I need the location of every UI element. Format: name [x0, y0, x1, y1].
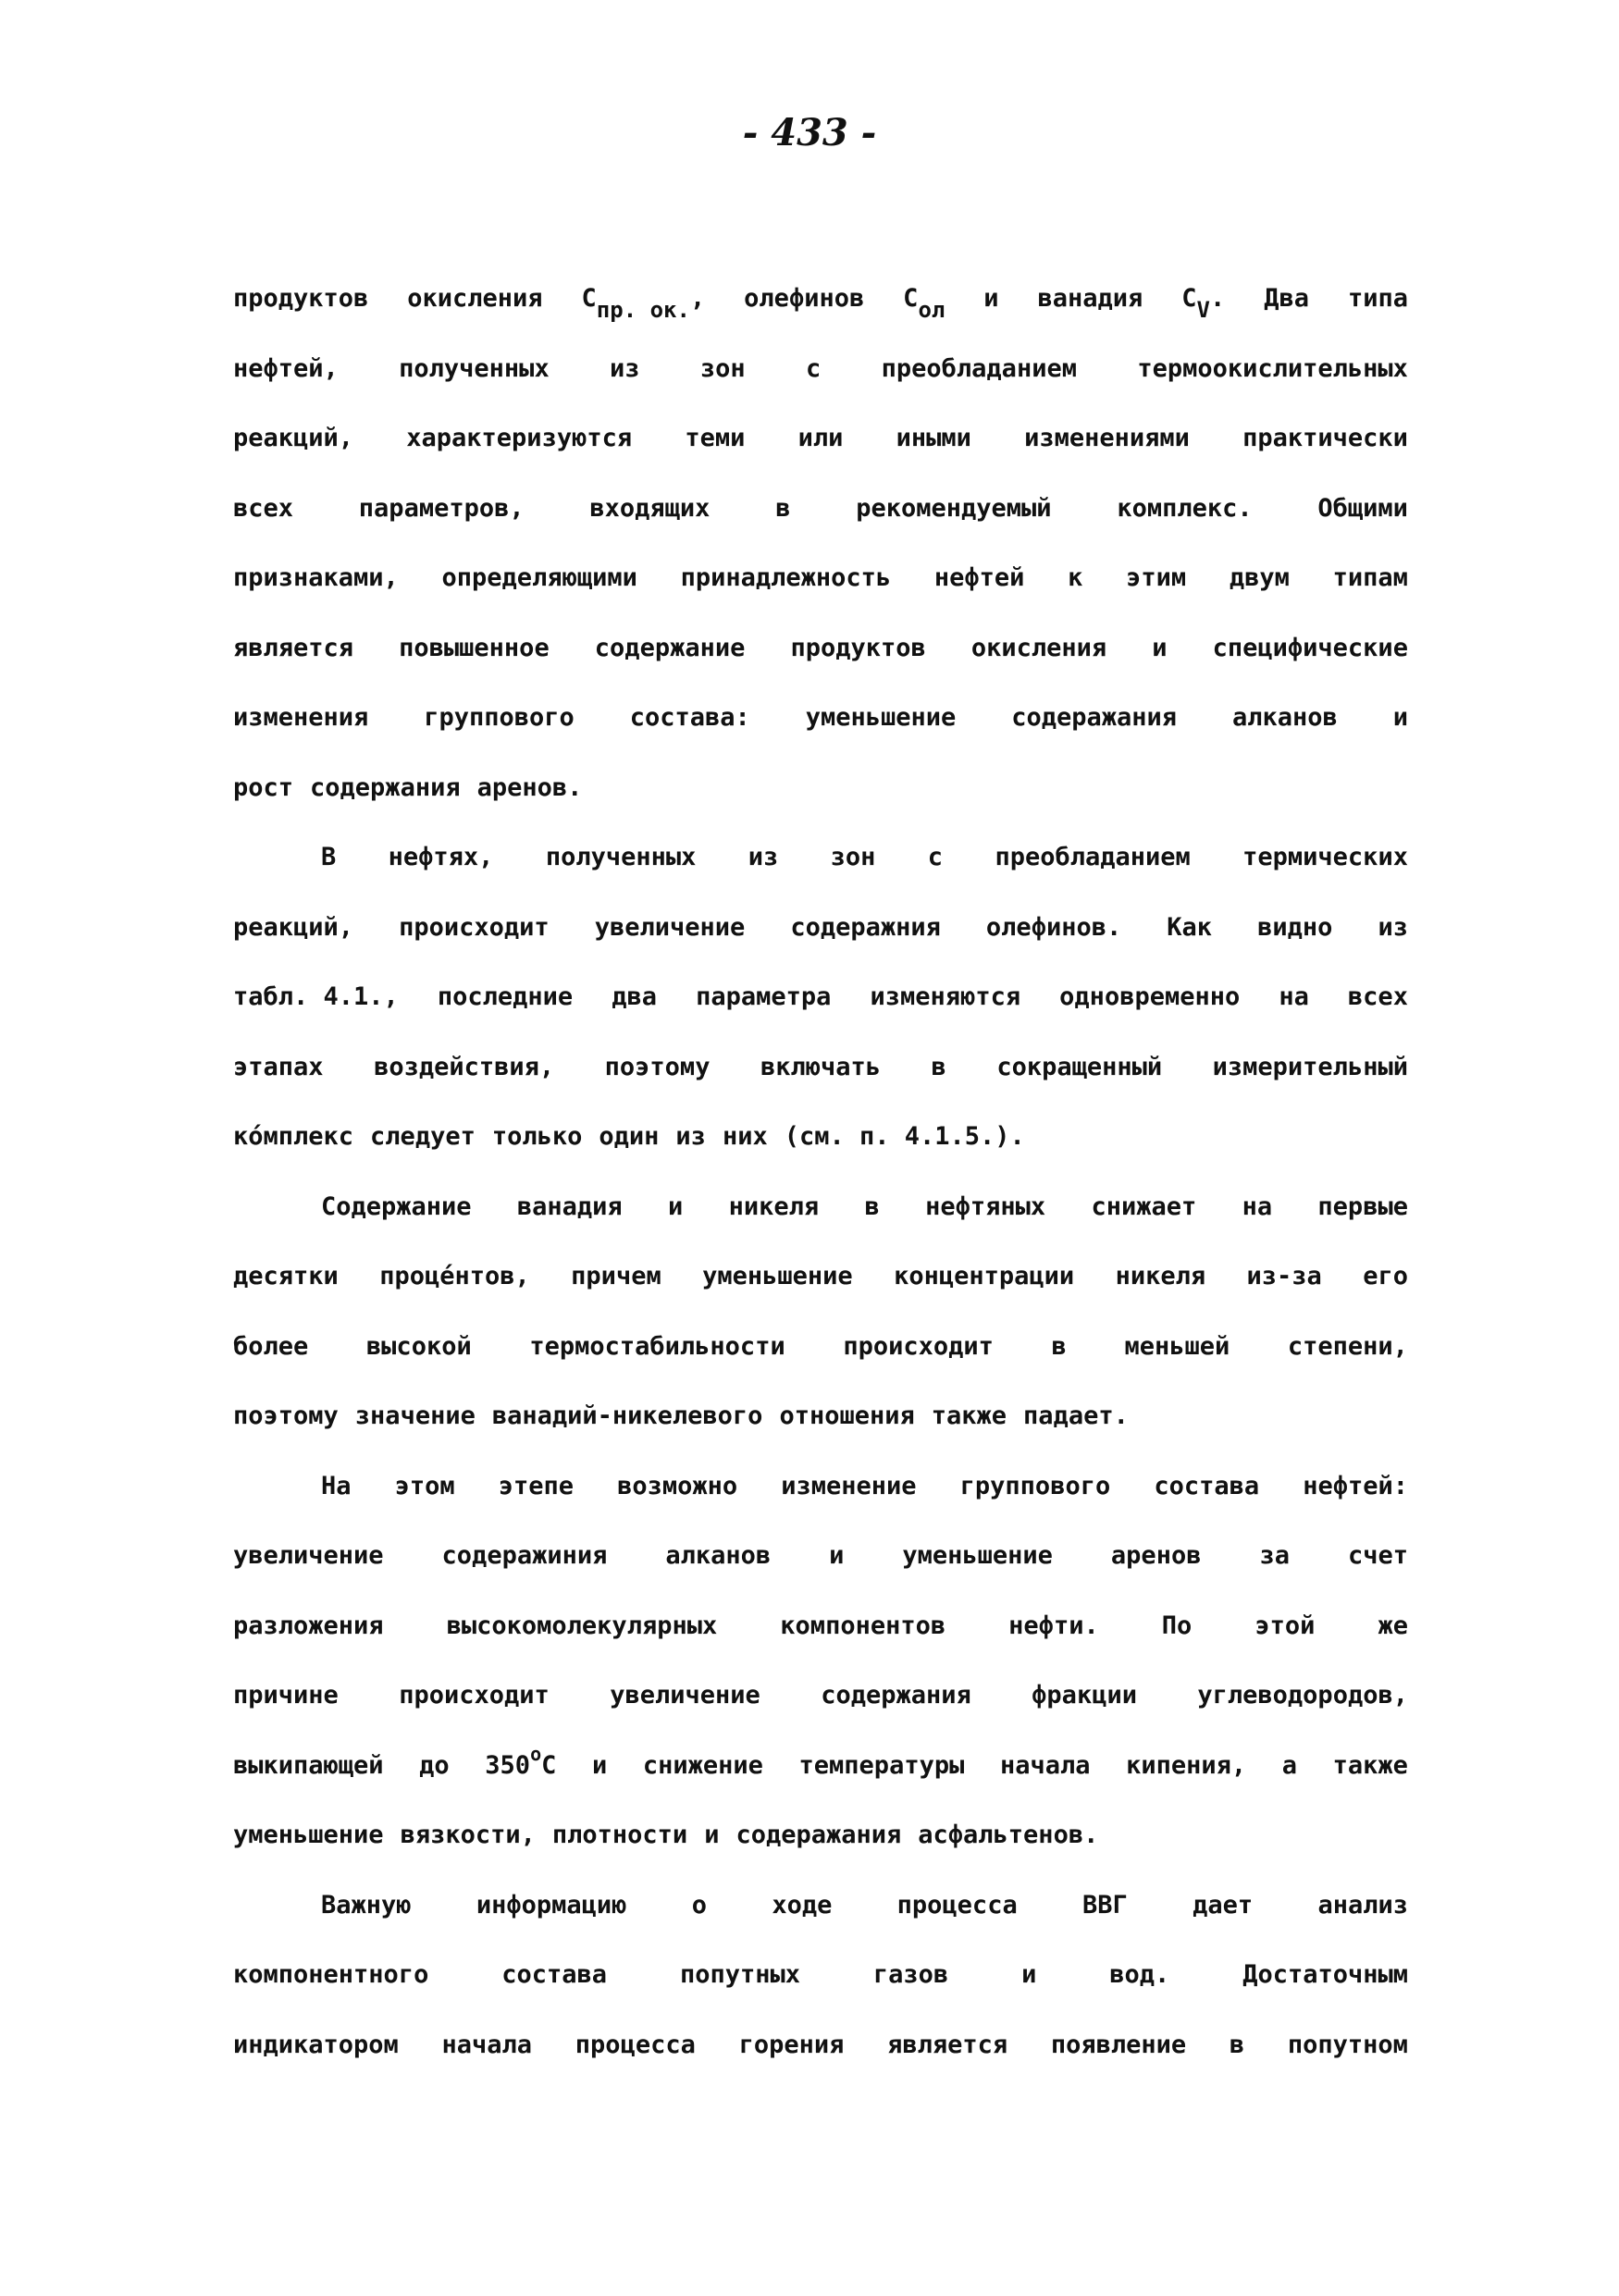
- word: поэтому: [233, 1401, 339, 1430]
- word: проце́нтов,: [379, 1262, 530, 1290]
- word: В: [321, 843, 337, 871]
- word: Содержание: [321, 1191, 472, 1221]
- word: за: [1259, 1541, 1290, 1570]
- word: и: [1392, 703, 1408, 732]
- temperature-value: [485, 1742, 557, 1818]
- word: теми: [685, 424, 746, 452]
- word: полученных: [545, 843, 697, 871]
- text-line: [233, 909, 1408, 980]
- word: десятки: [233, 1262, 339, 1290]
- word: содержание: [594, 633, 746, 662]
- word: процесса: [896, 1890, 1018, 1920]
- word: двум: [1229, 563, 1290, 592]
- word: них: [722, 1122, 768, 1151]
- word: параметра: [696, 982, 832, 1011]
- word: изменяются: [870, 982, 1021, 1011]
- word: измерительный: [1212, 1052, 1408, 1081]
- word: нефтей: [933, 563, 1025, 592]
- text-line: [233, 420, 1408, 490]
- word: этим: [1126, 563, 1187, 592]
- word: практически: [1242, 424, 1408, 452]
- word: с: [927, 843, 944, 871]
- word: последние: [437, 982, 574, 1011]
- text-line: [233, 839, 1408, 909]
- word: в: [1229, 2030, 1245, 2059]
- word: является: [233, 633, 354, 662]
- word: ко́мплекс: [233, 1122, 354, 1151]
- word: группового: [959, 1471, 1111, 1500]
- word: также: [931, 1401, 1007, 1430]
- word: происходит: [399, 1681, 550, 1710]
- word: содержания: [821, 1681, 971, 1710]
- word: дает: [1193, 1890, 1254, 1920]
- word: нефтей:: [1303, 1471, 1408, 1500]
- text-line: [233, 1817, 1408, 1887]
- word: или: [797, 424, 844, 452]
- word: повышенное: [399, 633, 550, 662]
- word: и: [983, 284, 999, 313]
- word: нефтей,: [233, 353, 339, 383]
- word: счет: [1347, 1541, 1408, 1570]
- word: в: [931, 1052, 946, 1081]
- text-line: [233, 1468, 1408, 1538]
- word: с: [806, 353, 822, 383]
- word: изменениями: [1024, 424, 1190, 452]
- word: меньшей: [1124, 1331, 1230, 1361]
- word: ВВГ: [1082, 1890, 1128, 1920]
- word: всех: [1347, 982, 1408, 1011]
- word: разложения: [233, 1611, 384, 1640]
- text-line: [233, 699, 1408, 770]
- text-line: [233, 351, 1408, 421]
- word: отношения: [779, 1401, 915, 1430]
- word: степени,: [1287, 1331, 1408, 1361]
- word: окисления: [407, 284, 543, 313]
- word: Два: [1264, 284, 1309, 313]
- text-line: [233, 1189, 1408, 1259]
- word: ванадий-никелевого: [491, 1401, 763, 1430]
- subscript: V: [1196, 297, 1210, 323]
- word: на: [1242, 1191, 1273, 1221]
- word: один: [599, 1122, 660, 1151]
- text-line: [233, 280, 1408, 351]
- word: уменьшение: [805, 703, 957, 732]
- word: По: [1161, 1611, 1193, 1640]
- word: его: [1363, 1262, 1408, 1290]
- text-line: [233, 1118, 1408, 1189]
- word: признаками,: [233, 563, 399, 592]
- subscript: пр. ок.: [596, 297, 690, 323]
- word: плотности: [551, 1821, 688, 1849]
- word: нефти.: [1008, 1611, 1099, 1640]
- text-line: [233, 770, 1408, 840]
- word: характеризуются: [406, 424, 633, 452]
- word: горения: [738, 2030, 845, 2059]
- word: и: [1152, 633, 1168, 662]
- word: возможно: [617, 1471, 738, 1500]
- word: углеводородов,: [1197, 1681, 1408, 1710]
- text-line: [233, 2027, 1408, 2097]
- word: специфические: [1212, 633, 1408, 662]
- word: причем: [571, 1262, 661, 1290]
- word: из: [675, 1122, 706, 1151]
- word: начала: [441, 2030, 533, 2059]
- word: ходе: [772, 1890, 833, 1920]
- word: попутных: [679, 1960, 800, 1989]
- formula-c-ol: [903, 280, 945, 351]
- word: снижает: [1091, 1191, 1197, 1221]
- word: только: [491, 1122, 583, 1151]
- word: сокращенный: [996, 1052, 1163, 1081]
- word: газов: [872, 1960, 949, 1989]
- word: продуктов: [790, 633, 926, 662]
- word: одновременно: [1059, 982, 1241, 1011]
- word: же: [1378, 1611, 1408, 1640]
- word: (см. п. 4.1.5.).: [784, 1122, 1025, 1151]
- word: ванадия: [516, 1191, 623, 1221]
- word: никеля: [1115, 1262, 1206, 1290]
- word: термоокислительных: [1137, 353, 1408, 383]
- word: процесса: [575, 2030, 696, 2059]
- unit: С: [541, 1750, 557, 1780]
- word: падает.: [1023, 1401, 1129, 1430]
- word: этой: [1254, 1611, 1316, 1640]
- body-text: [233, 280, 1408, 2096]
- word: алканов: [665, 1541, 772, 1570]
- word: типа: [1347, 284, 1408, 313]
- word: в: [775, 493, 791, 523]
- word: преобладанием: [881, 353, 1077, 383]
- word: рост: [233, 772, 294, 802]
- word: преобладанием: [995, 843, 1191, 871]
- word: температуры: [798, 1750, 965, 1780]
- text-line: [233, 1608, 1408, 1678]
- word: этепе: [498, 1471, 575, 1500]
- word: входящих: [589, 493, 711, 523]
- word: компонентов: [780, 1611, 946, 1640]
- word: аренов.: [476, 772, 583, 802]
- word: из-за: [1246, 1262, 1322, 1290]
- word: высокомолекулярных: [446, 1611, 718, 1640]
- word: первые: [1317, 1191, 1408, 1221]
- text-line: [233, 560, 1408, 630]
- word: видно: [1257, 912, 1333, 942]
- word: происходит: [843, 1331, 994, 1361]
- comma: ,: [689, 284, 706, 313]
- word: из: [610, 353, 640, 383]
- word: реакций,: [233, 424, 354, 452]
- word: олефинов: [744, 284, 865, 313]
- word: ванадия: [1037, 284, 1143, 313]
- word: в: [1051, 1331, 1067, 1361]
- word: попутном: [1287, 2030, 1408, 2059]
- word: уменьшение: [902, 1541, 1053, 1570]
- word: и: [1021, 1960, 1037, 1989]
- word: о: [691, 1890, 707, 1920]
- word: анализ: [1317, 1890, 1408, 1920]
- word: продуктов: [233, 284, 369, 313]
- word: начала: [999, 1750, 1091, 1780]
- formula-c-pr-ok: [582, 280, 706, 351]
- word: зон: [699, 353, 746, 383]
- word: комплекс.: [1117, 493, 1253, 523]
- text-line: [233, 1887, 1408, 1957]
- word: воздействия,: [374, 1052, 555, 1081]
- word: на: [1279, 982, 1309, 1011]
- text-line: [233, 1742, 1408, 1818]
- word: термических: [1242, 843, 1408, 871]
- formula-c-v: [1181, 280, 1225, 351]
- word: из: [1378, 912, 1408, 942]
- subscript: ол: [918, 297, 945, 323]
- word: индикатором: [233, 2030, 399, 2059]
- word: к: [1068, 563, 1083, 592]
- word: рекомендуемый: [856, 493, 1052, 523]
- word: уменьшение: [233, 1821, 384, 1849]
- text-line: [233, 979, 1408, 1049]
- word: включать: [760, 1052, 882, 1081]
- word: более: [233, 1331, 309, 1361]
- word: изменение: [781, 1471, 917, 1500]
- symbol: C: [581, 284, 597, 313]
- word: а: [1281, 1750, 1298, 1780]
- word: состава: [1154, 1471, 1260, 1500]
- word: принадлежность: [680, 563, 892, 592]
- word: нефтяных: [925, 1191, 1046, 1221]
- word: до: [419, 1750, 450, 1780]
- word: увеличение: [610, 1681, 760, 1710]
- text-line: [233, 1398, 1408, 1468]
- word: окисления: [970, 633, 1107, 662]
- text-line: [233, 1957, 1408, 2027]
- word: всех: [233, 493, 294, 523]
- word: компонентного: [233, 1960, 429, 1989]
- word: нефтях,: [388, 843, 494, 871]
- word: Общими: [1317, 493, 1408, 523]
- word: и: [668, 1191, 684, 1221]
- word: выкипающей: [233, 1750, 384, 1780]
- word: поэтому: [604, 1052, 711, 1081]
- word: содеражиния: [441, 1541, 608, 1570]
- symbol: C: [903, 284, 919, 313]
- word: изменения: [233, 703, 369, 732]
- text-line: [233, 1258, 1408, 1328]
- word: алканов: [1231, 703, 1338, 732]
- word: значение: [354, 1401, 476, 1430]
- page-number: - 433 -: [742, 111, 877, 154]
- text-line: [233, 1677, 1408, 1747]
- symbol: C: [1181, 284, 1197, 313]
- word: причине: [233, 1681, 339, 1710]
- word: Важную: [321, 1890, 412, 1920]
- word: следует: [370, 1122, 476, 1151]
- word: термостабильности: [529, 1331, 785, 1361]
- word: содержания: [310, 772, 461, 802]
- text-line: [233, 1328, 1408, 1399]
- word: Достаточным: [1242, 1960, 1408, 1989]
- word: уменьшение: [702, 1262, 853, 1290]
- word: никеля: [728, 1191, 820, 1221]
- word: также: [1332, 1750, 1408, 1780]
- word: иными: [896, 424, 971, 452]
- word: олефинов.: [985, 912, 1122, 942]
- word: содеражания: [1011, 703, 1178, 732]
- word: и: [704, 1821, 720, 1849]
- word: является: [887, 2030, 1008, 2059]
- word: и: [592, 1750, 608, 1780]
- text-line: [233, 1049, 1408, 1119]
- word: информацию: [476, 1890, 627, 1920]
- word: в: [864, 1191, 880, 1221]
- word: определяющими: [441, 563, 637, 592]
- word: зон: [830, 843, 876, 871]
- word: параметров,: [358, 493, 525, 523]
- word: состава:: [629, 703, 750, 732]
- word: из: [748, 843, 779, 871]
- word: типам: [1332, 563, 1408, 592]
- text-line: [233, 1537, 1408, 1608]
- word: появление: [1050, 2030, 1187, 2059]
- word: этапах: [233, 1052, 324, 1081]
- word: фракции: [1032, 1681, 1137, 1710]
- word: увеличение: [594, 912, 746, 942]
- word: снижение: [642, 1750, 763, 1780]
- word: табл. 4.1.,: [233, 982, 399, 1011]
- word: содеражания: [735, 1821, 902, 1849]
- word: происходит: [399, 912, 550, 942]
- word: концентрации: [894, 1262, 1075, 1290]
- word: содеражния: [790, 912, 941, 942]
- word: два: [612, 982, 658, 1011]
- word: этом: [394, 1471, 455, 1500]
- number: 350: [485, 1750, 531, 1780]
- word: На: [321, 1471, 352, 1500]
- word: увеличение: [233, 1541, 384, 1570]
- word: аренов: [1110, 1541, 1202, 1570]
- word: высокой: [365, 1331, 472, 1361]
- word: кипения,: [1126, 1750, 1247, 1780]
- word: полученных: [399, 353, 550, 383]
- word: вязкости,: [400, 1821, 536, 1849]
- word: состава: [501, 1960, 608, 1989]
- word: вод.: [1109, 1960, 1170, 1989]
- period: .: [1209, 284, 1226, 313]
- word: Как: [1167, 912, 1213, 942]
- word: реакций,: [233, 912, 354, 942]
- text-line: [233, 490, 1408, 561]
- word: асфальтенов.: [918, 1821, 1099, 1849]
- word: и: [829, 1541, 845, 1570]
- degree-superscript: o: [530, 1742, 542, 1765]
- text-line: [233, 630, 1408, 700]
- word: группового: [424, 703, 575, 732]
